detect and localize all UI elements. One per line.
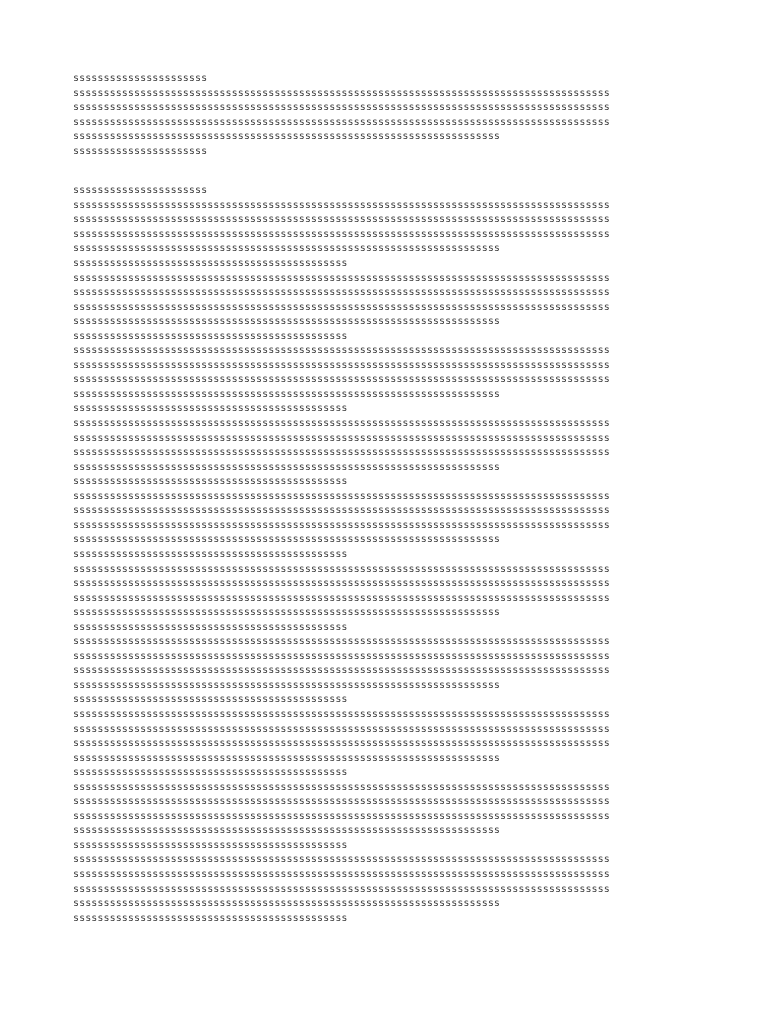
text-line: ssssssssssssssssssssssssssssssssssssssssssssssssssssssssssssssssssssssssssssssssssssssss — [73, 287, 610, 299]
text-line: ssssssssssssssssssssssssssssssssssssssssssssssssssssssssssssssssssssssssssssssssssssssss — [73, 272, 610, 284]
text-line: ssssssssssssssssssssssssssssssssssssssssssssssssssssssssssssssssssssss — [73, 534, 501, 546]
paragraph — [73, 635, 713, 708]
text-line: ssssssssssssssssssssssssssssssssssssssssssssssssssssssssssssssssssssss — [73, 388, 501, 400]
text-line: ssssssssssssssssssssss — [73, 145, 208, 157]
text-line: sssssssssssssssssssssssssssssssssssssssssssss — [73, 839, 348, 851]
text-line: ssssssssssssssssssssssssssssssssssssssssssssssssssssssssssssssssssssss — [73, 898, 501, 910]
text-line: ssssssssssssssssssssssssssssssssssssssssssssssssssssssssssssssssssssssssssssssssssssssss — [73, 781, 610, 793]
text-line: ssssssssssssssssssssssssssssssssssssssssssssssssssssssssssssssssssssssssssssssssssssssss — [73, 665, 610, 677]
text-line: ssssssssssssssssssssssssssssssssssssssssssssssssssssssssssssssssssssssssssssssssssssssss — [73, 738, 610, 750]
text-line: sssssssssssssssssssssssssssssssssssssssssssss — [73, 258, 348, 270]
text-line: sssssssssssssssssssssssssssssssssssssssssssss — [73, 767, 348, 779]
paragraph — [73, 708, 713, 781]
paragraph — [73, 199, 713, 272]
text-line: ssssssssssssssssssssssssssssssssssssssssssssssssssssssssssssssssssssssssssssssssssssssss — [73, 374, 610, 386]
text-line: ssssssssssssssssssssssssssssssssssssssssssssssssssssssssssssssssssssssssssssssssssssssss — [73, 810, 610, 822]
document-page — [73, 72, 713, 926]
paragraph — [73, 563, 713, 636]
text-line: ssssssssssssssssssssssssssssssssssssssssssssssssssssssssssssssssssssssssssssssssssssssss — [73, 592, 610, 604]
text-line: ssssssssssssssssssssssssssssssssssssssssssssssssssssssssssssssssssssssssssssssssssssssss — [73, 87, 610, 99]
text-line: ssssssssssssssssssssssssssssssssssssssssssssssssssssssssssssssssssssssssssssssssssssssss — [73, 636, 610, 648]
text-line: ssssssssssssssssssssssssssssssssssssssssssssssssssssssssssssssssssssssssssssssssssssssss — [73, 345, 610, 357]
text-line: ssssssssssssssssssssssssssssssssssssssssssssssssssssssssssssssssssssss — [73, 679, 501, 691]
text-line: sssssssssssssssssssssssssssssssssssssssssssss — [73, 403, 348, 415]
text-line: ssssssssssssssssssssssssssssssssssssssssssssssssssssssssssssssssssssss — [73, 243, 501, 255]
text-line: sssssssssssssssssssssssssssssssssssssssssssss — [73, 912, 348, 924]
text-line: ssssssssssssssssssssssssssssssssssssssssssssssssssssssssssssssssssssssssssssssssssssssss — [73, 490, 610, 502]
text-line: ssssssssssssssssssssssssssssssssssssssssssssssssssssssssssssssssssssssssssssssssssssssss — [73, 796, 610, 808]
text-line: ssssssssssssssssssssssssssssssssssssssssssssssssssssssssssssssssssssssssssssssssssssssss — [73, 301, 610, 313]
text-line: ssssssssssssssssssssssssssssssssssssssssssssssssssssssssssssssssssssssssssssssssssssssss — [73, 650, 610, 662]
section-heading: ssssssssssssssssssssss — [73, 73, 208, 84]
paragraph — [73, 272, 713, 345]
text-line: ssssssssssssssssssssssssssssssssssssssssssssssssssssssssssssssssssssss — [73, 316, 501, 328]
text-line: ssssssssssssssssssssssssssssssssssssssssssssssssssssssssssssssssssssssssssssssssssssssss — [73, 868, 610, 880]
paragraph — [73, 853, 713, 926]
text-line: ssssssssssssssssssssssssssssssssssssssssssssssssssssssssssssssssssssssssssssssssssssssss — [73, 519, 610, 531]
text-line: ssssssssssssssssssssssssssssssssssssssssssssssssssssssssssssssssssssssssssssssssssssssss — [73, 563, 610, 575]
text-line: sssssssssssssssssssssssssssssssssssssssssssss — [73, 548, 348, 560]
paragraph — [73, 781, 713, 854]
text-line: ssssssssssssssssssssssssssssssssssssssssssssssssssssssssssssssssssssssssssssssssssssssss — [73, 578, 610, 590]
text-line: ssssssssssssssssssssssssssssssssssssssssssssssssssssssssssssssssssssssssssssssssssssssss — [73, 505, 610, 517]
text-line: sssssssssssssssssssssssssssssssssssssssssssss — [73, 330, 348, 342]
intro-paragraph — [73, 87, 713, 160]
body-paragraphs — [73, 199, 713, 926]
text-line: ssssssssssssssssssssssssssssssssssssssssssssssssssssssssssssssssssssss — [73, 131, 501, 143]
text-line: ssssssssssssssssssssssssssssssssssssssssssssssssssssssssssssssssssssssssssssssssssssssss — [73, 447, 610, 459]
section-gap — [73, 159, 713, 184]
text-line: ssssssssssssssssssssssssssssssssssssssssssssssssssssssssssssssssssssssssssssssssssssssss — [73, 432, 610, 444]
text-line: ssssssssssssssssssssssssssssssssssssssssssssssssssssssssssssssssssssssssssssssssssssssss — [73, 854, 610, 866]
text-line: sssssssssssssssssssssssssssssssssssssssssssss — [73, 476, 348, 488]
text-line: ssssssssssssssssssssssssssssssssssssssssssssssssssssssssssssssssssssssssssssssssssssssss — [73, 199, 610, 211]
text-line: ssssssssssssssssssssssssssssssssssssssssssssssssssssssssssssssssssssssssssssssssssssssss — [73, 883, 610, 895]
text-line: ssssssssssssssssssssssssssssssssssssssssssssssssssssssssssssssssssssss — [73, 825, 501, 837]
text-line: ssssssssssssssssssssssssssssssssssssssssssssssssssssssssssssssssssssss — [73, 752, 501, 764]
section-heading: ssssssssssssssssssssss — [73, 185, 208, 197]
text-line: ssssssssssssssssssssssssssssssssssssssssssssssssssssssssssssssssssssssssssssssssssssssss — [73, 359, 610, 371]
text-line: ssssssssssssssssssssssssssssssssssssssssssssssssssssssssssssssssssssssssssssssssssssssss — [73, 116, 610, 128]
text-line: ssssssssssssssssssssssssssssssssssssssssssssssssssssssssssssssssssssssssssssssssssssssss — [73, 102, 610, 114]
text-line: ssssssssssssssssssssssssssssssssssssssssssssssssssssssssssssssssssssss — [73, 461, 501, 473]
text-line: ssssssssssssssssssssssssssssssssssssssssssssssssssssssssssssssssssssssssssssssssssssssss — [73, 228, 610, 240]
text-line: ssssssssssssssssssssssssssssssssssssssssssssssssssssssssssssssssssssssssssssssssssssssss — [73, 418, 610, 430]
text-line: ssssssssssssssssssssssssssssssssssssssssssssssssssssssssssssssssssssssssssssssssssssssss — [73, 708, 610, 720]
paragraph — [73, 417, 713, 490]
text-line: sssssssssssssssssssssssssssssssssssssssssssss — [73, 621, 348, 633]
paragraph — [73, 490, 713, 563]
text-line: sssssssssssssssssssssssssssssssssssssssssssss — [73, 694, 348, 706]
paragraph — [73, 344, 713, 417]
text-line: ssssssssssssssssssssssssssssssssssssssssssssssssssssssssssssssssssssssssssssssssssssssss — [73, 214, 610, 226]
text-line: ssssssssssssssssssssssssssssssssssssssssssssssssssssssssssssssssssssssssssssssssssssssss — [73, 723, 610, 735]
text-line: ssssssssssssssssssssssssssssssssssssssssssssssssssssssssssssssssssssss — [73, 607, 501, 619]
